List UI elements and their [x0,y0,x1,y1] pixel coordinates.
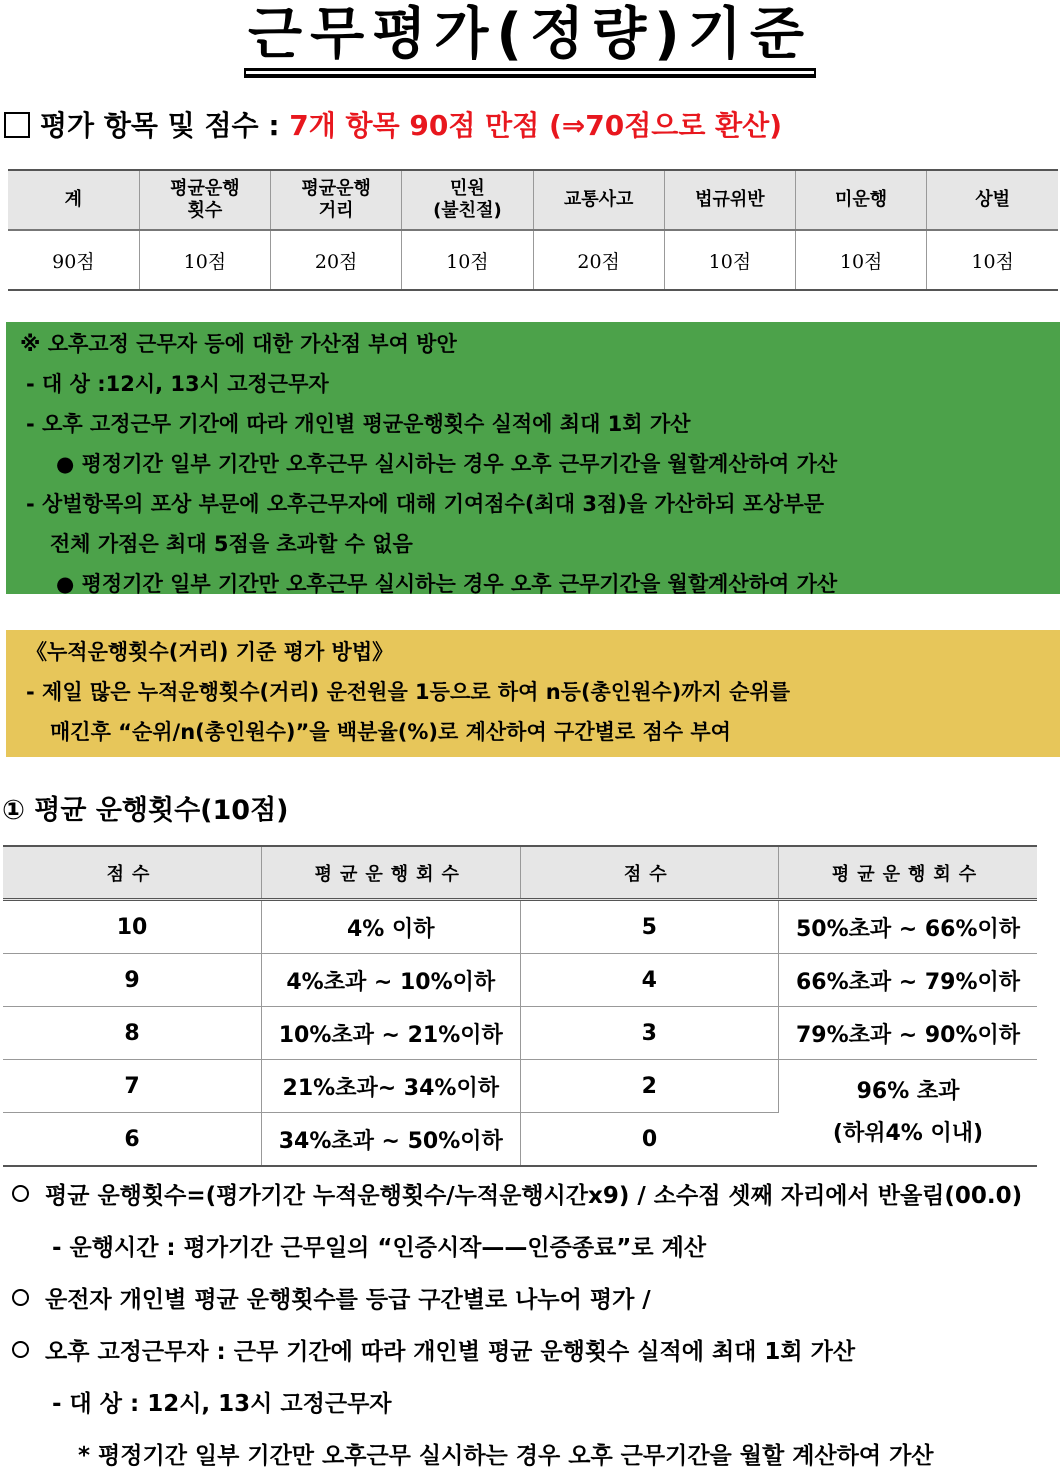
grade-range: 79%초과 ~ 90%이하 [779,1007,1038,1060]
green-note-line: 전체 가점은 최대 5점을 초과할 수 없음 [50,532,413,556]
table-row [3,1007,1037,1060]
section1-heading [4,104,782,144]
grade-score: 7 [3,1060,262,1113]
grade-range: 21%초과~ 34%이하 [262,1060,521,1113]
circle-bullet-icon [12,1341,29,1358]
score-value-violation: 10점 [664,230,795,290]
evaluation-method-note [6,630,1060,757]
circle-bullet-icon [12,1185,29,1202]
grade-score: 5 [520,900,779,954]
yellow-note-line: 매긴후 “순위/n(총인원수)”을 백분율(%)로 계산하여 구간별로 점수 부여 [50,720,731,744]
score-header-violation: 법규위반 [664,170,795,230]
score-value-reward-penalty: 10점 [971,250,1014,273]
grade-score: 3 [520,1007,779,1060]
bottom-note-1-sub: - 운행시간 : 평가기간 근무일의 “인증시작——인증종료”로 계산 [52,1235,707,1261]
grade-header-score: 점수 [3,846,262,900]
green-note-line: - 오후 고정근무 기간에 따라 개인별 평균운행횟수 실적에 최대 1회 가산 [26,412,691,436]
score-header-accident: 교통사고 [533,170,664,230]
yellow-note-line: 《누적운행횟수(거리) 기준 평가 방법》 [26,640,394,664]
green-note-line: - 상벌항목의 포상 부문에 오후근무자에 대해 기여점수(최대 3점)을 가산하되 포상부문 [26,492,825,516]
score-value-avg-count: 10점 [139,230,270,290]
grade-range-merged: 96% 초과 (하위4% 이내) [832,1078,984,1146]
afternoon-bonus-note [6,322,1060,594]
score-table [8,169,1058,291]
bottom-note-3-sub2: * 평정기간 일부 기간만 오후근무 실시하는 경우 오후 근무기간을 월할 계산하여 가산 [78,1443,934,1469]
grade-score: 10 [3,900,262,954]
bottom-note-3-sub: - 대 상 : 12시, 13시 고정근무자 [52,1391,392,1417]
table-row [3,900,1037,954]
grade-range: 4% 이하 [262,900,521,954]
table-row [3,1060,1037,1113]
grade-range: 10%초과 ~ 21%이하 [262,1007,521,1060]
green-note-line: ● 평정기간 일부 기간만 오후근무 실시하는 경우 오후 근무기간을 월할계산하여 가산 [56,452,838,476]
bottom-notes [12,1170,1022,1482]
grade-range: 66%초과 ~ 79%이하 [779,954,1038,1007]
grade-score: 0 [641,1126,658,1152]
checkbox-square-icon [4,112,30,138]
title-wrap [0,4,1060,71]
grade-range: 4%초과 ~ 10%이하 [262,954,521,1007]
table-row [3,954,1037,1007]
section2-heading: ① 평균 운행횟수(10점) [2,795,289,826]
grade-score: 2 [520,1060,779,1113]
grade-header-range: 평균운행회수 [262,846,521,900]
page-title: 근무평가(정량)기준 [244,4,816,71]
grade-table [3,845,1037,1167]
yellow-note-line: - 제일 많은 누적운행횟수(거리) 운전원을 1등으로 하여 n등(총인원수)까지 순위를 [26,680,791,704]
grade-range: 50%초과 ~ 66%이하 [779,900,1038,954]
bottom-note-3: 오후 고정근무자 : 근무 기간에 따라 개인별 평균 운행횟수 실적에 최대 1회 가산 [12,1326,1022,1378]
bottom-note-2: 운전자 개인별 평균 운행횟수를 등급 구간별로 나누어 평가 / [12,1274,1022,1326]
grade-score: 6 [3,1113,262,1167]
grade-header-score: 점수 [520,846,779,900]
green-note-line: ※ 오후고정 근무자 등에 대한 가산점 부여 방안 [20,332,457,356]
section1-heading-prefix: 평가 항목 및 점수 : [40,109,290,142]
score-header-total: 계 [8,170,139,230]
score-header-reward-penalty: 상벌 [927,170,1058,230]
grade-score: 8 [3,1007,262,1060]
score-value-avg-distance: 20점 [271,230,402,290]
score-value-complaint: 10점 [402,230,533,290]
grade-table-header-row [3,846,1037,900]
grade-score: 4 [520,954,779,1007]
score-value-no-operation: 10점 [796,230,927,290]
grade-header-range: 평균운행회수 [779,846,1038,900]
score-value-accident: 20점 [533,230,664,290]
grade-score: 9 [3,954,262,1007]
section1-heading-highlight: 7개 항목 90점 만점 (⇒70점으로 환산) [289,109,783,142]
score-table-value-row [8,230,1058,290]
score-header-complaint: 민원 (불친절) [402,170,533,230]
score-header-avg-count: 평균운행 횟수 [139,170,270,230]
bottom-note-1: 평균 운행횟수=(평가기간 누적운행횟수/누적운행시간x9) / 소수점 셋째 자리에서 반올림(00.0) [12,1170,1022,1222]
green-note-line: ● 평정기간 일부 기간만 오후근무 실시하는 경우 오후 근무기간을 월할계산하여 가산 [56,572,838,596]
score-value-total: 90점 [8,230,139,290]
score-header-avg-distance: 평균운행 거리 [271,170,402,230]
score-header-no-operation: 미운행 [796,170,927,230]
green-note-line: - 대 상 :12시, 13시 고정근무자 [26,372,329,396]
score-table-header-row [8,170,1058,230]
grade-range: 34%초과 ~ 50%이하 [262,1113,521,1167]
circle-bullet-icon [12,1289,29,1306]
